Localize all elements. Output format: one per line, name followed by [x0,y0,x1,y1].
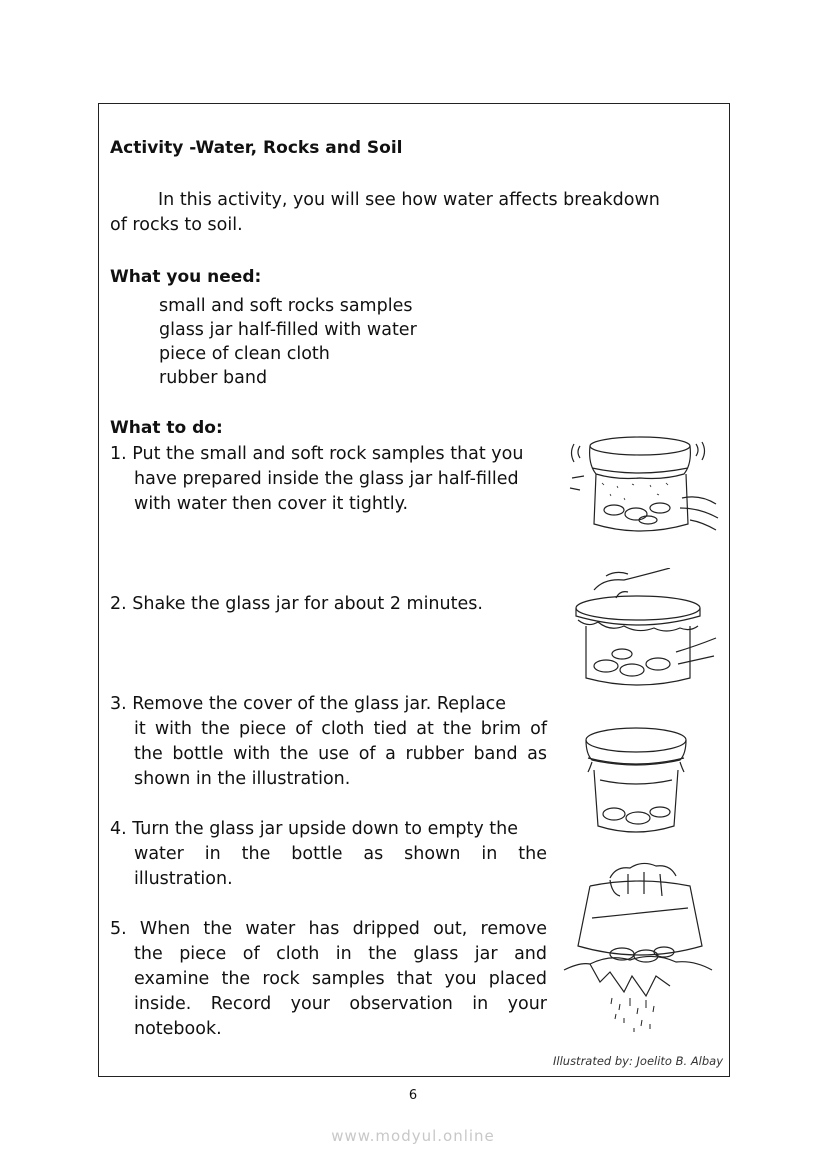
procedure-heading: What to do: [110,418,223,438]
illustration-credit: Illustrated by: Joelito B. Albay [553,1054,724,1068]
step-4: 4. Turn the glass jar upside down to empty the water in the bottle as shown in the illustration. [110,819,547,889]
jar-covered-shaking-icon [562,428,722,543]
intro-line-1: In this activity, you will see how water affects breakdown [158,190,660,210]
materials-list [159,294,417,390]
step-1: 1. Put the small and soft rock samples that you have prepared inside the glass jar half-filled with water then cover it tightly. [110,444,524,514]
list-item: glass jar half-filled with water [159,320,417,340]
list-item: piece of clean cloth [159,344,330,364]
step-3: 3. Remove the cover of the glass jar. Replace it with the piece of cloth tied at the brim of the bottle with the use of a rubber band as shown in the illustration. [110,694,547,789]
materials-heading: What you need: [110,267,262,287]
intro-paragraph [110,188,700,238]
list-item: rubber band [159,368,268,388]
jar-upside-down-draining-icon [560,858,720,1038]
intro-line-2: of rocks to soil. [110,215,243,235]
step-2: 2. Shake the glass jar for about 2 minutes. [110,594,483,614]
watermark: www.modyul.online [331,1127,495,1145]
page-number: 6 [408,1088,418,1103]
list-item: small and soft rocks samples [159,296,413,316]
step-5: 5. When the water has dripped out, remove the piece of cloth in the glass jar and examine the rock samples that you placed inside. Record your observation in your notebook. [110,919,547,1039]
jar-cloth-covered-icon [576,718,696,838]
activity-title: Activity -Water, Rocks and Soil [110,138,403,158]
jar-lid-hand-icon [566,568,724,696]
